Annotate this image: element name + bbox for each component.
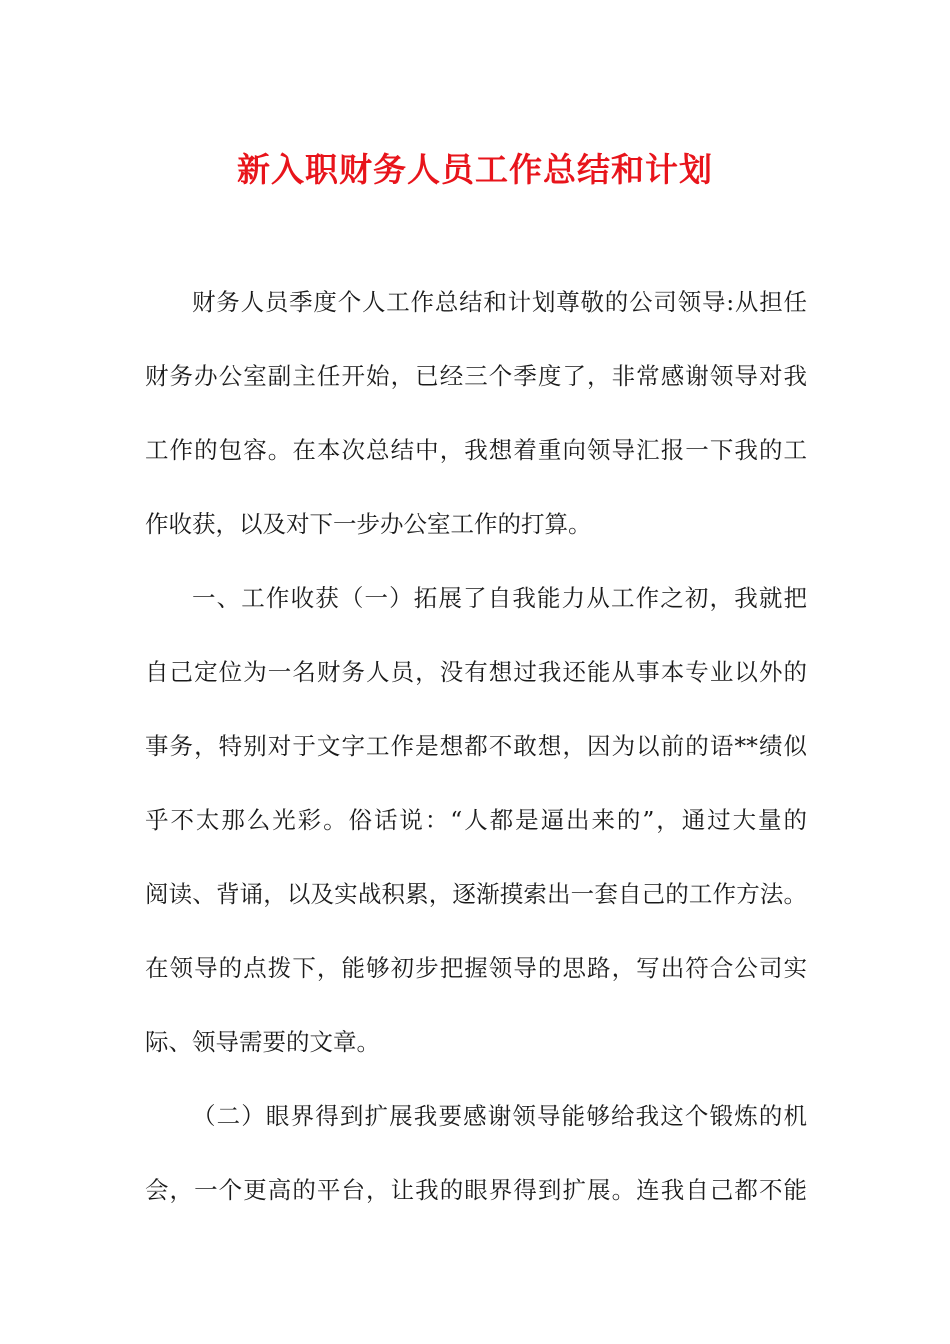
- text-line: 阅读、背诵，以及实战积累，逐渐摸索出一套自己的工作方法。: [145, 880, 807, 908]
- paragraph-horizon: [145, 1094, 807, 1212]
- paragraph-work-gains: [145, 576, 807, 1064]
- paragraph-intro: [145, 280, 807, 546]
- text-line: 事务，特别对于文字工作是想都不敢想，因为以前的语**绩似: [145, 732, 807, 760]
- text-line: 会，一个更高的平台，让我的眼界得到扩展。连我自己都不能: [145, 1176, 807, 1204]
- text-line: 财务办公室副主任开始，已经三个季度了，非常感谢领导对我: [145, 362, 807, 390]
- text-line: （二）眼界得到扩展我要感谢领导能够给我这个锻炼的机: [192, 1102, 807, 1130]
- text-line: 一、工作收获（一）拓展了自我能力从工作之初，我就把: [192, 584, 807, 612]
- text-line: 际、领导需要的文章。: [145, 1028, 380, 1056]
- document-body: [145, 280, 807, 1242]
- text-line: 工作的包容。在本次总结中，我想着重向领导汇报一下我的工: [145, 436, 807, 464]
- text-line: 乎不太那么光彩。俗话说：“人都是逼出来的”，通过大量的: [145, 806, 807, 834]
- text-line: 自己定位为一名财务人员，没有想过我还能从事本专业以外的: [145, 658, 807, 686]
- text-line: 作收获，以及对下一步办公室工作的打算。: [145, 510, 592, 538]
- text-line: 在领导的点拨下，能够初步把握领导的思路，写出符合公司实: [145, 954, 807, 982]
- document-title: 新入职财务人员工作总结和计划: [237, 150, 713, 189]
- text-line: 财务人员季度个人工作总结和计划尊敬的公司领导:从担任: [192, 288, 807, 316]
